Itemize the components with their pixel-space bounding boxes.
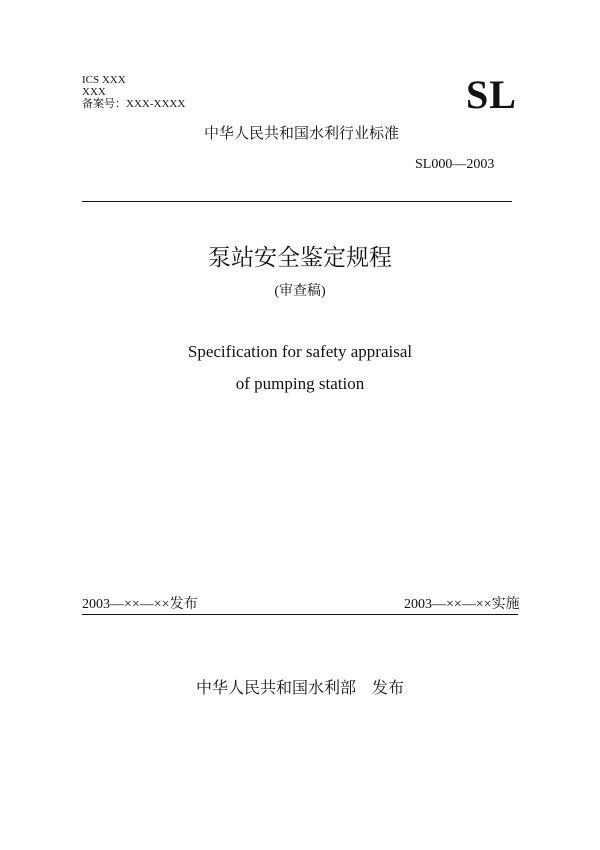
header-divider xyxy=(82,201,512,202)
classification-code: XXX xyxy=(82,86,106,98)
standard-code: SL000—2003 xyxy=(415,157,495,172)
issue-date: 2003—××—××发布 xyxy=(82,597,198,612)
filing-number: 备案号：XXX-XXXX xyxy=(82,98,186,110)
classification-block xyxy=(82,74,185,110)
date-divider xyxy=(82,614,518,615)
standard-mark: SL xyxy=(466,72,517,117)
document-title: 泵站安全鉴定规程 xyxy=(208,245,392,270)
draft-note: (审查稿) xyxy=(274,284,326,299)
publisher: 中华人民共和国水利部 发布 xyxy=(195,680,404,697)
effective-date: 2003—××—××实施 xyxy=(404,597,520,612)
english-title-line-1: Specification for safety appraisal xyxy=(187,342,413,361)
english-title-line-2: of pumping station xyxy=(235,374,365,393)
ics-code: ICS XXX xyxy=(82,74,126,86)
standard-category: 中华人民共和国水利行业标准 xyxy=(204,126,400,142)
